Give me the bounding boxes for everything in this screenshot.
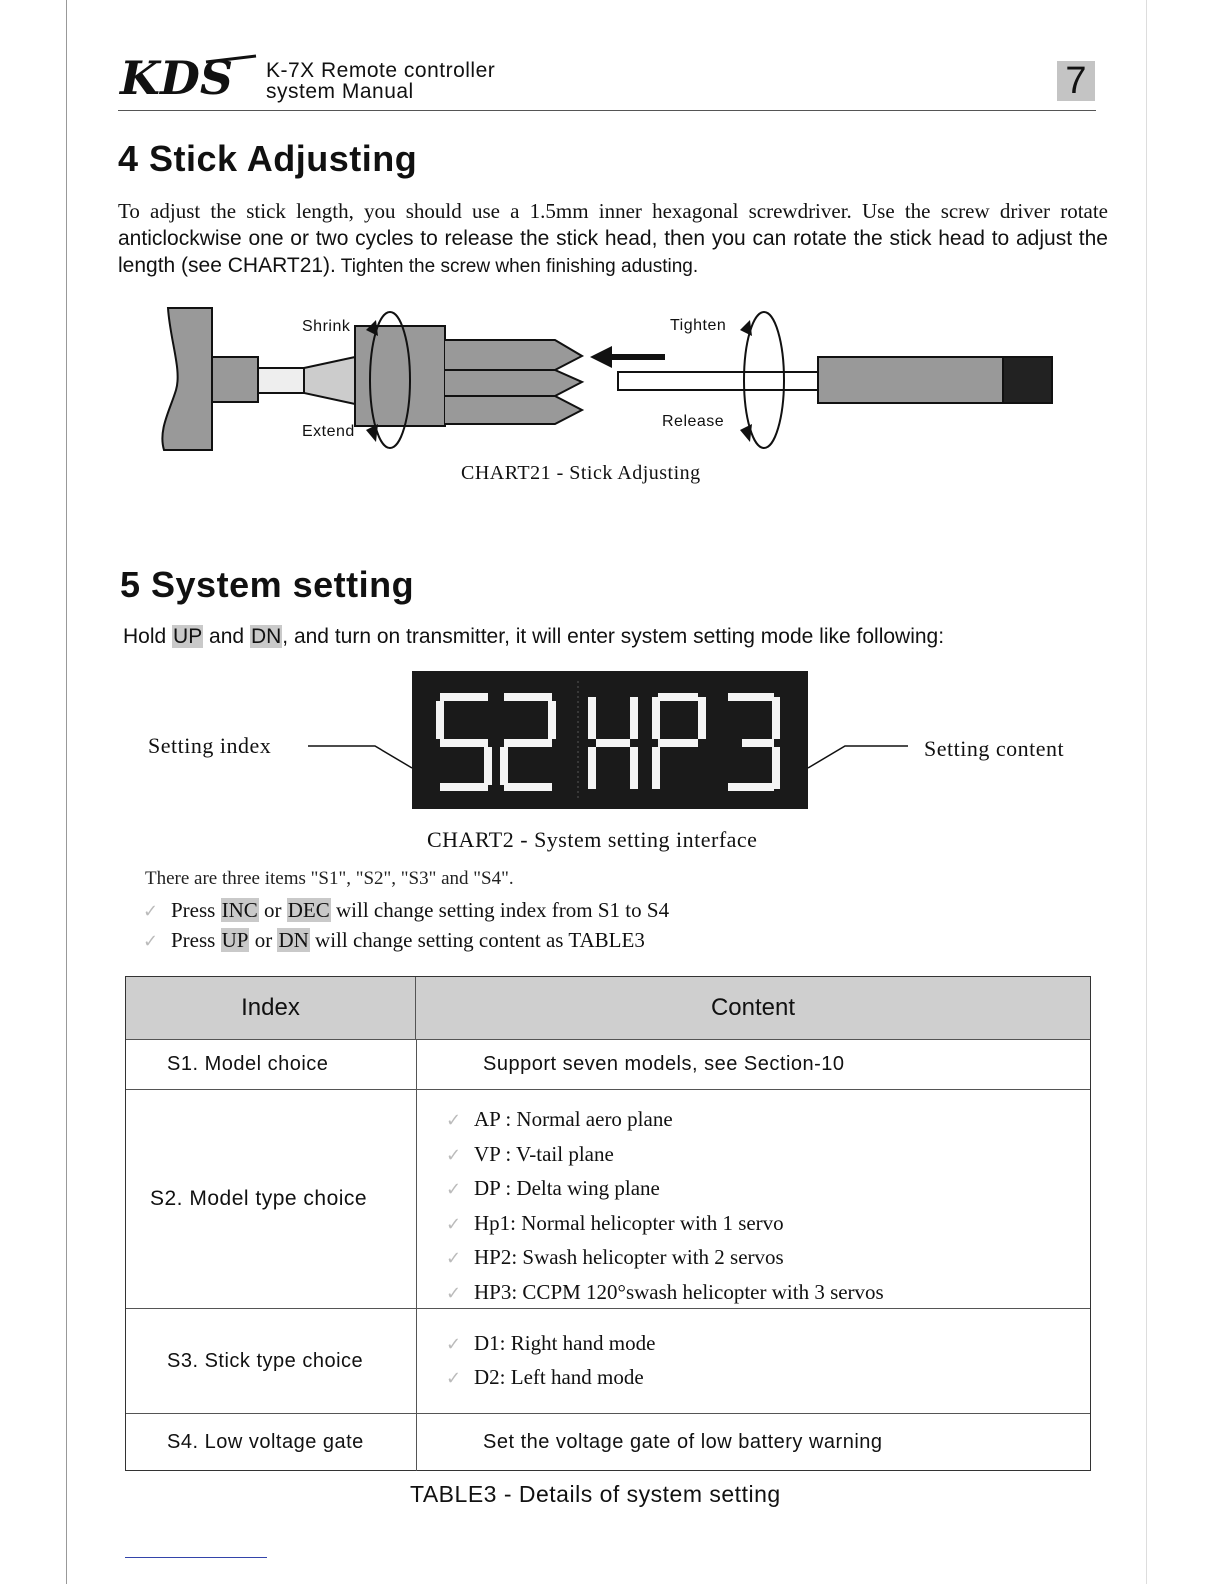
header-title-line1: K-7X Remote controller — [266, 59, 496, 82]
page-number: 7 — [1057, 61, 1095, 101]
intro-hold: Hold — [123, 625, 173, 648]
table-column-divider — [416, 1039, 417, 1471]
footnote-rule — [125, 1557, 267, 1558]
table-row-s1-content: Support seven models, see Section-10 — [483, 1053, 845, 1075]
list-item: ✓ HP3: CCPM 120°swash helicopter with 3 servos — [446, 1276, 884, 1311]
list-item: ✓ D1: Right hand mode — [446, 1327, 655, 1361]
section4-para-part2: anticlockwise one or two cycles to release the stick head, then you can rotate the stick head to adjust the length (see CHART21). — [118, 227, 1108, 277]
intro-rest: , and turn on transmitter, it will enter system setting mode like following: — [282, 625, 945, 648]
table-row-s4-index: S4. Low voltage gate — [167, 1431, 364, 1453]
label-shrink: Shrink — [302, 318, 351, 335]
inc-key-label: INC — [221, 898, 258, 922]
check-icon: ✓ — [446, 1248, 462, 1269]
label-tighten: Tighten — [670, 317, 727, 334]
section4-para-part1: To adjust the stick length, you should use a 1.5mm inner hexagonal screwdriver. Use the screw driver rotate — [118, 199, 1108, 223]
section5-heading: 5 System setting — [120, 564, 415, 605]
dec-key-label: DEC — [287, 898, 330, 922]
label-extend: Extend — [302, 423, 355, 440]
check-icon: ✓ — [446, 1144, 462, 1166]
check-icon: ✓ — [143, 901, 159, 922]
table-header-index: Index — [126, 977, 416, 1039]
header-title-line2: system Manual — [266, 80, 414, 103]
check-icon: ✓ — [446, 1213, 462, 1235]
settings-table — [125, 976, 1091, 1471]
check-icon: ✓ — [446, 1368, 462, 1389]
setting-content-label: Setting content — [924, 736, 1065, 761]
table-row-s3-list — [446, 1327, 655, 1395]
table-row-s2-list — [446, 1103, 884, 1310]
chart21-caption: CHART21 - Stick Adjusting — [461, 462, 701, 484]
check-icon: ✓ — [143, 931, 159, 952]
dn-key-label-2: DN — [278, 928, 309, 952]
table-row-s4-content: Set the voltage gate of low battery warning — [483, 1431, 883, 1453]
list-item: ✓ D2: Left hand mode — [446, 1361, 655, 1395]
setting-index-label: Setting index — [148, 733, 272, 758]
check-icon: ✓ — [446, 1110, 462, 1131]
chart2-caption: CHART2 - System setting interface — [427, 827, 758, 852]
check-icon: ✓ — [446, 1334, 462, 1355]
up-key-label: UP — [173, 625, 203, 648]
table-row-s3-index: S3. Stick type choice — [167, 1350, 364, 1372]
list-item: ✓ Hp1: Normal helicopter with 1 servo — [446, 1207, 884, 1242]
list-item: ✓ AP : Normal aero plane — [446, 1103, 884, 1138]
items-line: There are three items "S1", "S2", "S3" and "S4". — [145, 868, 514, 889]
dn-key-label: DN — [250, 625, 282, 648]
table-row-s1-index: S1. Model choice — [167, 1053, 329, 1075]
check-icon: ✓ — [446, 1282, 462, 1304]
up-key-label-2: UP — [221, 928, 249, 952]
intro-and: and — [203, 625, 250, 648]
section4-heading: 4 Stick Adjusting — [118, 138, 418, 179]
list-item: ✓ HP2: Swash helicopter with 2 servos — [446, 1241, 884, 1276]
label-release: Release — [662, 413, 725, 430]
section4-para-part3: Tighten the screw when finishing adusting. — [335, 256, 699, 277]
table-row-s2-index: S2. Model type choice — [150, 1187, 368, 1210]
press-line-1: ✓ Press INC or DEC will change setting index from S1 to S4 — [143, 898, 670, 922]
list-item: ✓ DP : Delta wing plane — [446, 1172, 884, 1207]
press-line-2: ✓ Press UP or DN will change setting content as TABLE3 — [143, 928, 645, 952]
table-header-content: Content — [416, 977, 1090, 1039]
check-icon: ✓ — [446, 1179, 462, 1200]
table3-caption: TABLE3 - Details of system setting — [410, 1481, 781, 1507]
svg-text:KDS: KDS — [120, 52, 234, 104]
list-item: ✓ VP : V-tail plane — [446, 1138, 884, 1173]
